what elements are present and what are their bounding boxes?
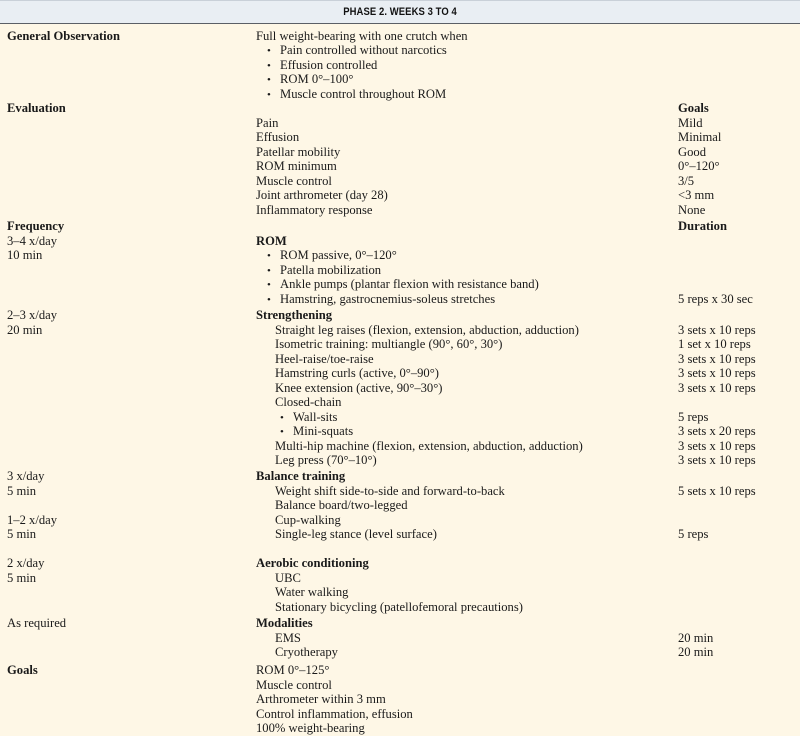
- evaluation-goal: Good: [678, 144, 706, 159]
- goal-item: ROM 0°–125°: [256, 663, 330, 677]
- strengthening-item: Leg press (70°–10°): [275, 453, 377, 467]
- balance-frequency: 1–2 x/day: [7, 512, 58, 527]
- closed-chain-bullet: • Mini-squats: [280, 424, 353, 439]
- general-observation-label: General Observation: [7, 29, 120, 43]
- aerobic-section-title: Aerobic conditioning: [256, 556, 369, 570]
- balance-item: Balance board/two-legged: [275, 498, 408, 512]
- strengthening-item: Multi-hip machine (flexion, extension, abduction, adduction): [275, 438, 583, 453]
- goal-item: Arthrometer within 3 mm: [256, 692, 386, 706]
- strengthening-section-title: Strengthening: [256, 308, 333, 322]
- evaluation-goal: 0°–120°: [678, 159, 720, 173]
- modalities-item: EMS: [275, 630, 301, 645]
- rom-frequency: 3–4 x/day: [7, 233, 58, 248]
- strengthening-item: Straight leg raises (flexion, extension, abduction, adduction): [275, 322, 579, 337]
- aerobic-frequency: 2 x/day: [7, 556, 45, 570]
- balance-minutes: 5 min: [7, 483, 37, 498]
- closed-chain-duration: 5 reps: [678, 409, 709, 424]
- rom-duration-minutes: 10 min: [7, 248, 43, 262]
- evaluation-item: Pain: [256, 115, 279, 130]
- evaluation-goal: None: [678, 202, 706, 217]
- strengthening-minutes: 20 min: [7, 322, 43, 337]
- goals-column-header: Goals: [678, 101, 709, 115]
- strengthening-item: Isometric training: multiangle (90°, 60°, 30°): [275, 337, 503, 351]
- evaluation-label: Evaluation: [7, 101, 66, 115]
- evaluation-item: Muscle control: [256, 173, 332, 188]
- modalities-duration: 20 min: [678, 645, 714, 659]
- evaluation-goal: <3 mm: [678, 188, 715, 202]
- aerobic-item: UBC: [275, 570, 301, 585]
- modalities-section-title: Modalities: [256, 616, 313, 630]
- balance-duration: 5 reps: [678, 527, 709, 541]
- evaluation-item: ROM minimum: [256, 159, 337, 173]
- strengthening-duration: 3 sets x 10 reps: [678, 438, 756, 453]
- rom-bullet: • Patella mobilization: [267, 263, 381, 278]
- balance-minutes: 5 min: [7, 527, 37, 541]
- observation-bullet: • ROM 0°–100°: [267, 72, 353, 87]
- evaluation-goal: 3/5: [678, 173, 695, 188]
- table-title-bar: [0, 0, 800, 24]
- aerobic-minutes: 5 min: [7, 570, 37, 585]
- modalities-item: Cryotherapy: [275, 645, 338, 659]
- rom-duration: 5 reps x 30 sec: [678, 291, 753, 306]
- strengthening-duration: 1 set x 10 reps: [678, 337, 751, 351]
- strengthening-item: Hamstring curls (active, 0°–90°): [275, 366, 439, 380]
- evaluation-goal: Minimal: [678, 130, 722, 144]
- rom-section-title: ROM: [256, 233, 287, 248]
- rom-bullet: • ROM passive, 0°–120°: [267, 248, 397, 263]
- balance-duration: 5 sets x 10 reps: [678, 483, 756, 498]
- strengthening-duration: 3 sets x 10 reps: [678, 351, 756, 366]
- balance-item: Weight shift side-to-side and forward-to-back: [275, 483, 505, 498]
- evaluation-item: Joint arthrometer (day 28): [256, 188, 388, 202]
- observation-bullet: • Effusion controlled: [267, 58, 377, 73]
- strengthening-frequency: 2–3 x/day: [7, 308, 58, 322]
- closed-chain-label: Closed-chain: [275, 395, 342, 409]
- goal-item: Muscle control: [256, 677, 332, 692]
- strengthening-duration: 3 sets x 10 reps: [678, 453, 756, 467]
- goal-item: Control inflammation, effusion: [256, 706, 413, 721]
- balance-frequency: 3 x/day: [7, 469, 45, 483]
- goal-item: 100% weight-bearing: [256, 721, 365, 735]
- evaluation-goal: Mild: [678, 115, 703, 130]
- aerobic-item: Water walking: [275, 585, 349, 599]
- goals-label: Goals: [7, 663, 38, 677]
- closed-chain-bullet: • Wall-sits: [280, 410, 337, 425]
- modalities-frequency: As required: [7, 616, 67, 630]
- balance-section-title: Balance training: [256, 469, 346, 483]
- strengthening-duration: 3 sets x 10 reps: [678, 322, 756, 337]
- strengthening-item: Knee extension (active, 90°–30°): [275, 380, 443, 395]
- duration-column-header: Duration: [678, 219, 727, 233]
- strengthening-item: Heel-raise/toe-raise: [275, 351, 374, 366]
- evaluation-item: Patellar mobility: [256, 144, 341, 159]
- rom-bullet: • Hamstring, gastrocnemius-soleus stretches: [267, 292, 495, 307]
- evaluation-item: Effusion: [256, 130, 300, 144]
- balance-item: Single-leg stance (level surface): [275, 527, 437, 541]
- rom-bullet: • Ankle pumps (plantar flexion with resistance band): [267, 277, 539, 292]
- strengthening-duration: 3 sets x 10 reps: [678, 380, 756, 395]
- general-observation-intro: Full weight-bearing with one crutch when: [256, 29, 468, 43]
- balance-item: Cup-walking: [275, 512, 341, 527]
- aerobic-item: Stationary bicycling (patellofemoral precautions): [275, 599, 523, 614]
- closed-chain-duration: 3 sets x 20 reps: [678, 424, 756, 438]
- observation-bullet: • Pain controlled without narcotics: [267, 43, 447, 58]
- observation-bullet: • Muscle control throughout ROM: [267, 87, 446, 102]
- evaluation-item: Inflammatory response: [256, 202, 373, 217]
- modalities-duration: 20 min: [678, 630, 714, 645]
- table-title: PHASE 2. WEEKS 3 TO 4: [343, 6, 457, 18]
- strengthening-duration: 3 sets x 10 reps: [678, 366, 756, 380]
- frequency-column-header: Frequency: [7, 219, 65, 233]
